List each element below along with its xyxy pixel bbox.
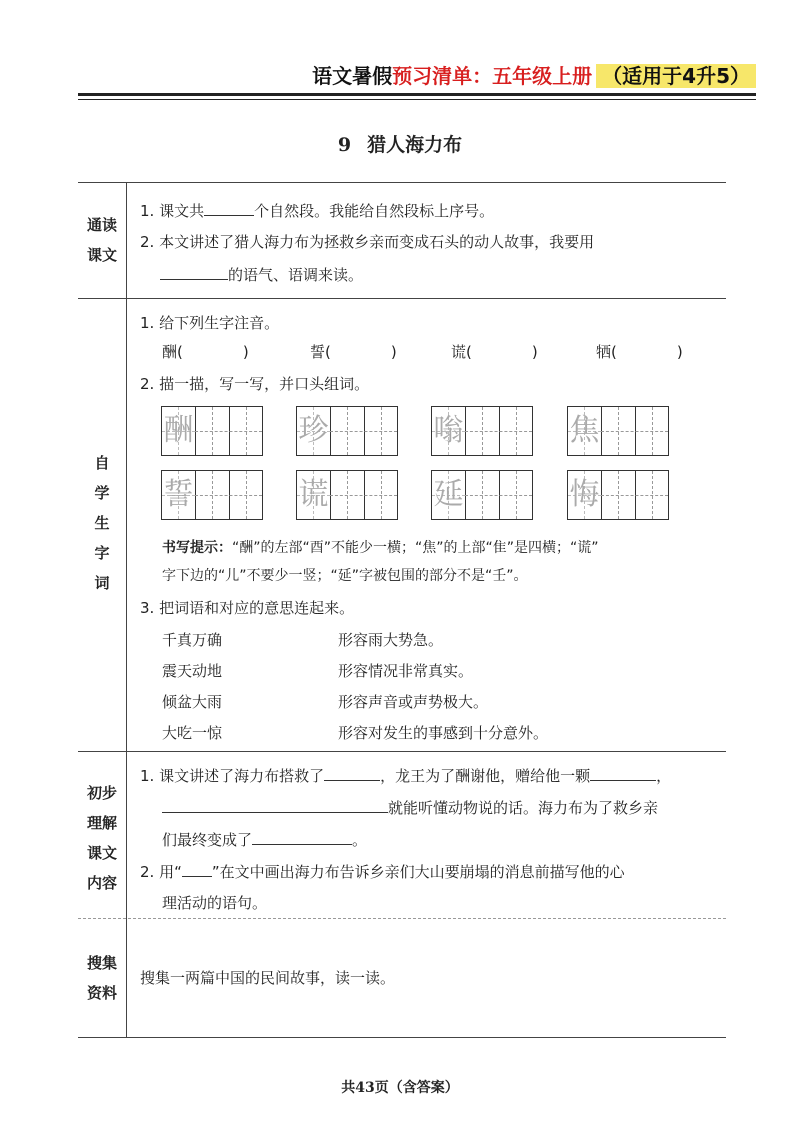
tracing-grid[interactable] [567, 406, 669, 456]
tracing-grid[interactable] [567, 470, 669, 520]
section-label-char: 词 [94, 574, 110, 592]
underline-sample [182, 861, 212, 877]
s1-question-1 [140, 200, 494, 221]
match-meaning[interactable]: 形容对发生的事感到十分意外。 [338, 724, 549, 742]
grid-guide [465, 431, 532, 432]
match-word[interactable]: 千真万确 [162, 631, 223, 649]
tracing-grid[interactable] [431, 470, 533, 520]
table-divider-3 [78, 918, 726, 919]
writing-tip-line2: 字下边的“儿”不要少一竖；“延”字被包围的部分不是“壬”。 [162, 568, 528, 584]
tracing-grid[interactable] [161, 470, 263, 520]
grid-guide [330, 431, 397, 432]
pinyin-item [451, 342, 538, 362]
s3-q1-text: 们最终变成了 [162, 831, 253, 849]
section-label-line: 理解 [86, 814, 117, 832]
pinyin-char: 酬( [162, 343, 183, 361]
pinyin-blank[interactable] [183, 342, 243, 357]
section-label-char: 字 [94, 544, 110, 562]
match-meaning[interactable]: 形容情况非常真实。 [338, 662, 474, 680]
section-label-line: 内容 [86, 874, 117, 892]
s1-question-2-line1: 2. 本文讲述了猎人海力布为拯救乡亲而变成石头的动人故事，我要用 [140, 233, 595, 251]
s1-question-2-line2 [160, 264, 363, 285]
match-meaning[interactable]: 形容声音或声势极大。 [338, 693, 489, 711]
section-label-line: 资料 [86, 984, 117, 1002]
grid-guide [601, 431, 668, 432]
header-rule [78, 93, 756, 96]
pinyin-item [310, 342, 397, 362]
section-label-collect [78, 948, 126, 1008]
header-title-part1: 语文暑假 [312, 64, 393, 88]
grid-guide [465, 495, 532, 496]
answer-blank[interactable] [590, 765, 656, 781]
table-divider-1 [78, 298, 726, 299]
tracing-grid[interactable] [431, 406, 533, 456]
s3-q2-text: ”在文中画出海力布告诉乡亲们大山要崩塌的消息前描写他的心 [211, 863, 625, 881]
pinyin-close: ) [242, 343, 249, 361]
s2-question-3: 3. 把词语和对应的意思连起来。 [140, 599, 355, 617]
s1-q1-suffix: 个自然段。我能给自然段标上序号。 [254, 202, 495, 220]
table-column-divider [126, 182, 127, 1037]
s3-q1-text: 1. 课文讲述了海力布搭救了 [140, 767, 325, 785]
s3-q1-text: 就能听懂动物说的话。海力布为了救乡亲 [388, 799, 659, 817]
section-label-line: 课文 [86, 844, 117, 862]
s1-q2-suffix: 的语气、语调来读。 [228, 266, 364, 284]
tracing-grid[interactable] [296, 470, 398, 520]
trace-char: 延 [433, 477, 464, 512]
trace-char: 酬 [163, 413, 194, 448]
tracing-grid[interactable] [161, 406, 263, 456]
s3-q1-text: ， [656, 767, 672, 785]
trace-char: 誓 [163, 477, 194, 512]
section-label-read [78, 210, 126, 270]
section-label-understand [78, 778, 126, 898]
s1-q1-prefix: 1. 课文共 [140, 202, 205, 220]
answer-blank[interactable] [252, 829, 352, 845]
pinyin-char: 谎( [451, 343, 472, 361]
s3-question-2-line1 [140, 861, 625, 882]
pinyin-close: ) [676, 343, 683, 361]
match-word[interactable]: 倾盆大雨 [162, 693, 223, 711]
s3-question-1-line2 [162, 797, 658, 818]
section-label-line: 初步 [86, 784, 117, 802]
page-footer: 共43页（含答案） [341, 1080, 459, 1096]
trace-char: 谎 [298, 477, 329, 512]
pinyin-char: 誓( [310, 343, 331, 361]
pinyin-close: ) [390, 343, 397, 361]
section-label-char: 学 [94, 484, 110, 502]
table-top-border [78, 182, 726, 183]
grid-guide [195, 495, 262, 496]
pinyin-blank[interactable] [617, 342, 677, 357]
lesson-name: 猎人海力布 [367, 134, 463, 156]
grid-guide [195, 431, 262, 432]
s3-question-1-line3 [162, 829, 367, 850]
pinyin-blank[interactable] [331, 342, 391, 357]
pinyin-char: 牺( [596, 343, 617, 361]
s3-question-1-line1 [140, 765, 671, 786]
section-label-char: 自 [94, 454, 110, 472]
lesson-number: 9 [337, 134, 352, 156]
s3-q1-text: 。 [352, 831, 368, 849]
section-label-line: 课文 [86, 246, 117, 264]
pinyin-item [596, 342, 683, 362]
s2-question-1: 1. 给下列生字注音。 [140, 314, 280, 332]
trace-char: 珍 [298, 413, 329, 448]
answer-blank[interactable] [324, 765, 380, 781]
header-rule-thin [78, 99, 756, 100]
table-bottom-border [78, 1037, 726, 1038]
s2-question-2: 2. 描一描，写一写，并口头组词。 [140, 375, 370, 393]
section-label-line: 搜集 [86, 954, 117, 972]
match-meaning[interactable]: 形容雨大势急。 [338, 631, 444, 649]
section-label-char: 生 [94, 514, 110, 532]
header-title [312, 60, 756, 89]
writing-tip-text: “酬”的左部“酉”不能少一横；“焦”的上部“隹”是四横；“谎” [232, 540, 599, 556]
answer-blank[interactable] [204, 200, 254, 216]
header-title-part2: 预习清单：五年级上册 [392, 64, 593, 88]
grid-guide [330, 495, 397, 496]
writing-tip-line1 [162, 538, 599, 558]
s4-task: 搜集一两篇中国的民间故事，读一读。 [140, 969, 396, 987]
table-divider-2 [78, 751, 726, 752]
trace-char: 嗡 [433, 413, 464, 448]
pinyin-blank[interactable] [472, 342, 532, 357]
pinyin-item [162, 342, 249, 362]
s3-question-2-line2: 理活动的语句。 [162, 894, 268, 912]
lesson-title [0, 130, 800, 157]
writing-tip-label: 书写提示： [162, 540, 232, 556]
section-label-line: 通读 [86, 216, 117, 234]
pinyin-close: ) [531, 343, 538, 361]
answer-blank[interactable] [162, 797, 388, 813]
match-word[interactable]: 大吃一惊 [162, 724, 223, 742]
tracing-grid[interactable] [296, 406, 398, 456]
trace-char: 焦 [569, 413, 600, 448]
s3-q1-text: ，龙王为了酬谢他，赠给他一颗 [380, 767, 591, 785]
answer-blank[interactable] [160, 264, 228, 280]
s3-q2-text: 2. 用“ [140, 863, 182, 881]
trace-char: 悔 [569, 477, 600, 512]
grid-guide [601, 495, 668, 496]
header-title-part3: （适用于4升5） [596, 64, 756, 88]
section-label-self-study [78, 448, 126, 598]
match-word[interactable]: 震天动地 [162, 662, 223, 680]
